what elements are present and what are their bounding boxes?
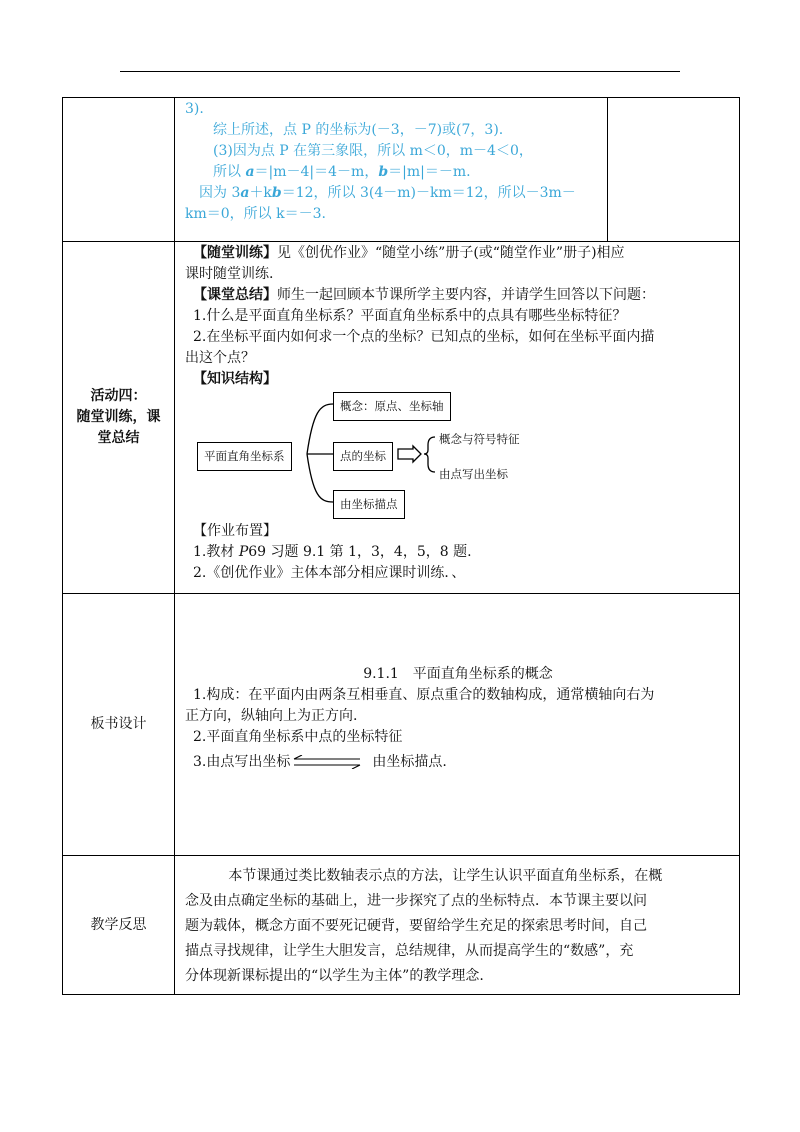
question-1: 1.什么是平面直角坐标系？平面直角坐标系中的点具有哪些坐标特征？	[193, 308, 627, 324]
homework-1: 1.教材 P69 习题 9.1 第 1，3，4，5，8 题.	[193, 544, 472, 560]
solution-line-3: (3)因为点 P 在第三象限，所以 m＜0，m－4＜0，	[213, 143, 533, 159]
reflection-row	[63, 856, 740, 995]
knowledge-structure-diagram	[195, 392, 535, 517]
reflection-line-5: 分体现新课标提出的“以学生为主体”的教学理念.	[185, 968, 484, 984]
diagram-leaf-1: 概念与符号特征	[439, 432, 520, 446]
board-item-2: 2.平面直角坐标系中点的坐标特征	[193, 729, 403, 745]
solution-cell	[175, 98, 608, 242]
solution-line-2: 综上所述，点 P 的坐标为(－3，－7)或(7，3).	[213, 122, 504, 138]
activity-row	[63, 242, 740, 594]
reflection-line-1: 本节课通过类比数轴表示点的方法，让学生认识平面直角坐标系，在概	[228, 868, 663, 884]
board-row	[63, 594, 740, 856]
reflection-line-3: 题为载体，概念方面不要死记硬背，要留给学生充足的探索思考时间，自己	[185, 918, 647, 934]
board-item-1b: 正方向，纵轴向上为正方向.	[185, 708, 358, 724]
board-content	[175, 594, 740, 856]
summary-line: 【课堂总结】师生一起回顾本节课所学主要内容，并请学生回答以下问题：	[193, 287, 655, 303]
diagram-branch-bottom: 由坐标描点	[333, 490, 405, 519]
practice-line-1: 【随堂训练】见《创优作业》“随堂小练”册子(或“随堂作业”册子)相应	[193, 245, 625, 261]
board-title: 9.1.1 平面直角坐标系的概念	[363, 666, 553, 682]
diagram-leaf-2: 由点写出坐标	[439, 467, 508, 481]
lesson-plan-table	[62, 97, 740, 995]
activity-content	[175, 242, 740, 594]
solution-line-4: 所以 a＝|m－4|＝4－m，b＝|m|＝－m.	[213, 164, 471, 180]
board-item-3: 3.由点写出坐标 由坐标描点.	[193, 754, 447, 770]
question-2a: 2.在坐标平面内如何求一个点的坐标？已知点的坐标，如何在坐标平面内描	[193, 329, 655, 345]
reflection-label: 教学反思	[63, 856, 175, 995]
board-item-1a: 1.构成：在平面内由两条互相垂直、原点重合的数轴构成，通常横轴向右为	[193, 687, 655, 703]
diagram-branch-top: 概念：原点、坐标轴	[333, 392, 451, 421]
structure-heading: 【知识结构】	[193, 371, 277, 387]
double-arrow-icon	[292, 755, 362, 769]
solution-label-cell	[63, 98, 175, 242]
solution-line-6: km＝0，所以 k＝－3.	[185, 206, 326, 222]
reflection-content	[175, 856, 740, 995]
solution-notes-cell	[608, 98, 740, 242]
activity-label: 活动四： 随堂训练，课 堂总结	[63, 242, 175, 594]
header-rule	[120, 71, 680, 72]
diagram-branch-mid: 点的坐标	[333, 442, 393, 471]
diagram-root: 平面直角坐标系	[197, 442, 292, 471]
reflection-line-4: 描点寻找规律，让学生大胆发言，总结规律，从而提高学生的“数感”，充	[185, 943, 634, 959]
solution-line-1: 3).	[185, 101, 204, 117]
question-2b: 出这个点？	[185, 350, 255, 366]
board-label: 板书设计	[63, 594, 175, 856]
solution-row	[63, 98, 740, 242]
practice-line-2: 课时随堂训练.	[185, 266, 274, 282]
homework-2: 2.《创优作业》主体本部分相应课时训练．、	[193, 565, 466, 581]
homework-heading: 【作业布置】	[193, 523, 277, 539]
solution-line-5: 因为 3a＋kb＝12，所以 3(4－m)－km＝12，所以－3m－	[199, 185, 576, 201]
reflection-line-2: 念及由点确定坐标的基础上，进一步探究了点的坐标特点．本节课主要以问	[185, 893, 647, 909]
